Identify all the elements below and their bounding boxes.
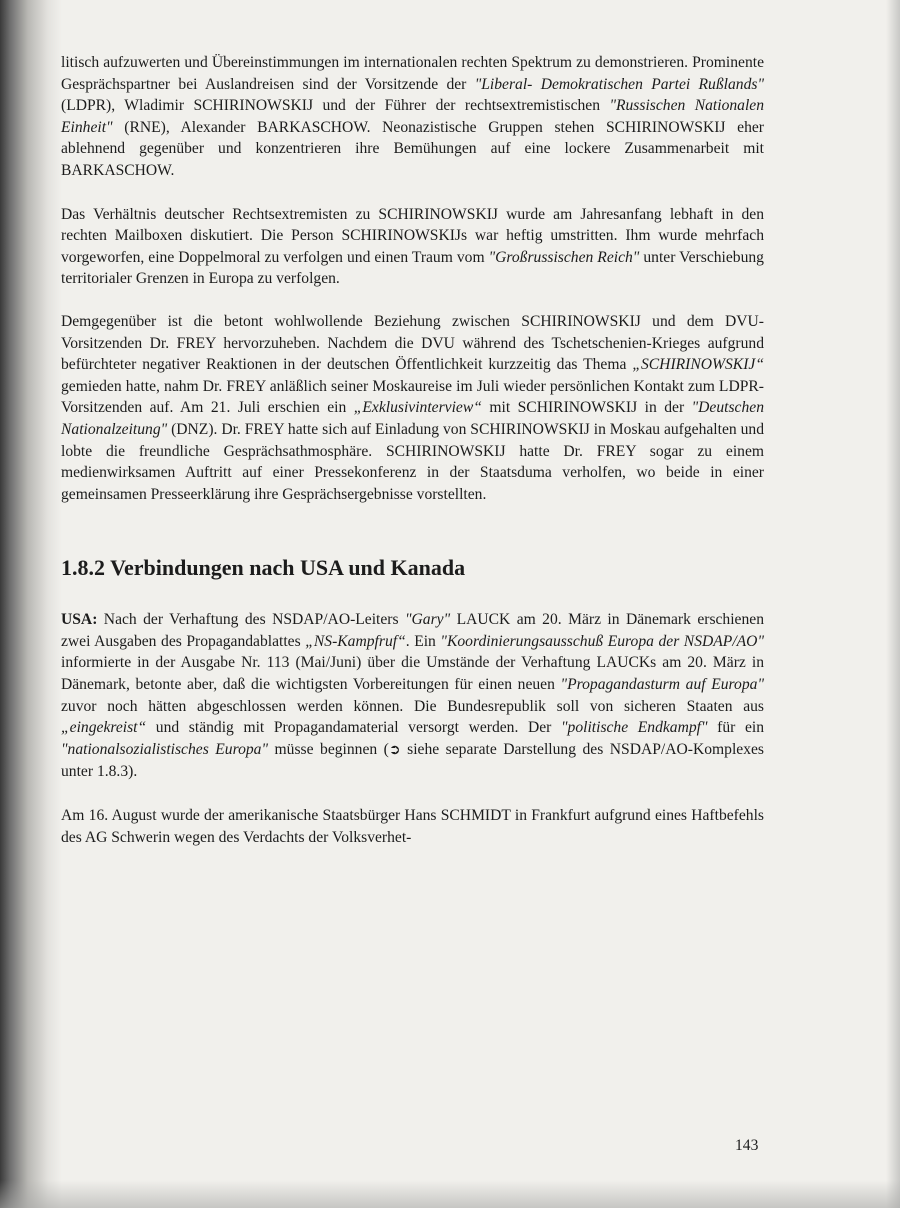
paragraph-2: Das Verhältnis deutscher Rechtsextremisten zu SCHIRINOWSKIJ wurde am Jahresanfang lebhaft in den rechten Mailboxen diskutiert. Die Person SCHIRINOWSKIJs war heftig umstritten. Ihm wurde mehrfach vorgeworfen, eine Doppelmoral zu verfolgen und einen Traum vom "Großrussischen Reich" unter Verschiebung territorialer Grenzen in Europa zu verfolgen. [61, 205, 764, 288]
paragraph-5: Am 16. August wurde der amerikanische Staatsbürger Hans SCHMIDT in Frankfurt aufgrund eines Haftbefehls des AG Schwerin wegen des Verdachts der Volksverhet- [61, 807, 764, 846]
paragraph-1: litisch aufzuwerten und Übereinstimmungen im internationalen rechten Spektrum zu demonstrieren. Prominente Gesprächspartner bei Auslandreisen sind der Vorsitzende der "Liberal- Demokratischen Partei Rußlands" (LDPR), Wladimir SCHIRINOWSKIJ und der Führer der rechtsextremistischen "Russischen Nationalen Einheit" (RNE), Alexander BARKASCHOW. Neonazistische Gruppen stehen SCHIRINOWSKIJ eher ablehnend gegenüber und konzentrieren ihre Bemühungen auf eine lockere Zusammenarbeit mit BARKASCHOW. [61, 54, 765, 179]
arrow-icon: ➲ [388, 741, 401, 758]
paragraph-4: USA: Nach der Verhaftung des NSDAP/AO-Leiters "Gary" LAUCK am 20. März in Dänemark erschienen zwei Ausgaben des Propagandablattes „NS-Kampfruf“. Ein "Koordinierungsausschuß Europa der NSDAP/AO" informierte in der Ausgabe Nr. 113 (Mai/Juni) über die Umstände der Verhaftung LAUCKs am 20. März in Dänemark, betonte aber, daß die wichtigsten Vorbereitungen für einen neuen "Propagandasturm auf Europa" zuvor noch hätten abgeschlossen werden können. Die Bundesrepublik soll von sicheren Staaten aus „eingekreist“ und ständig mit Propagandamaterial versorgt werden. Der "politische Endkampf" für ein "nationalsozialistisches Europa" müsse beginnen (➲ siehe separate Darstellung des NSDAP/AO-Komplexes unter 1.8.3). [61, 611, 764, 781]
book-spine-shadow [0, 0, 62, 1208]
page-number: 143 [735, 1137, 759, 1154]
section-heading: 1.8.2 Verbindungen nach USA und Kanada [61, 555, 466, 581]
paragraph-3: Demgegenüber ist die betont wohlwollende Beziehung zwischen SCHIRINOWSKIJ und dem DVU-Vorsitzenden Dr. FREY hervorzuheben. Nachdem die DVU während des Tschetschenien-Krieges aufgrund befürchteter negativer Reaktionen in der deutschen Öffentlichkeit kurzzeitig das Thema „SCHIRINOWSKIJ“ gemieden hatte, nahm Dr. FREY anläßlich seiner Moskaureise im Juli wieder persönlichen Kontakt zum LDPR-Vorsitzenden auf. Am 21. Juli erschien ein „Exklusivinterview“ mit SCHIRINOWSKIJ in der "Deutschen Nationalzeitung" (DNZ). Dr. FREY hatte sich auf Einladung von SCHIRINOWSKIJ in Moskau aufgehalten und lobte die freundliche Gesprächsathmosphäre. SCHIRINOWSKIJ hatte Dr. FREY sogar zu einem medienwirksamen Auftritt auf einer Pressekonferenz in der Staatsduma verholfen, wo beide in einer gemeinsamen Presseerklärung ihre Gesprächsergebnisse vorstellten. [61, 312, 764, 503]
page-edge-shadow [886, 0, 900, 1208]
page-body [61, 52, 764, 848]
page-bottom-shadow [0, 1180, 900, 1208]
